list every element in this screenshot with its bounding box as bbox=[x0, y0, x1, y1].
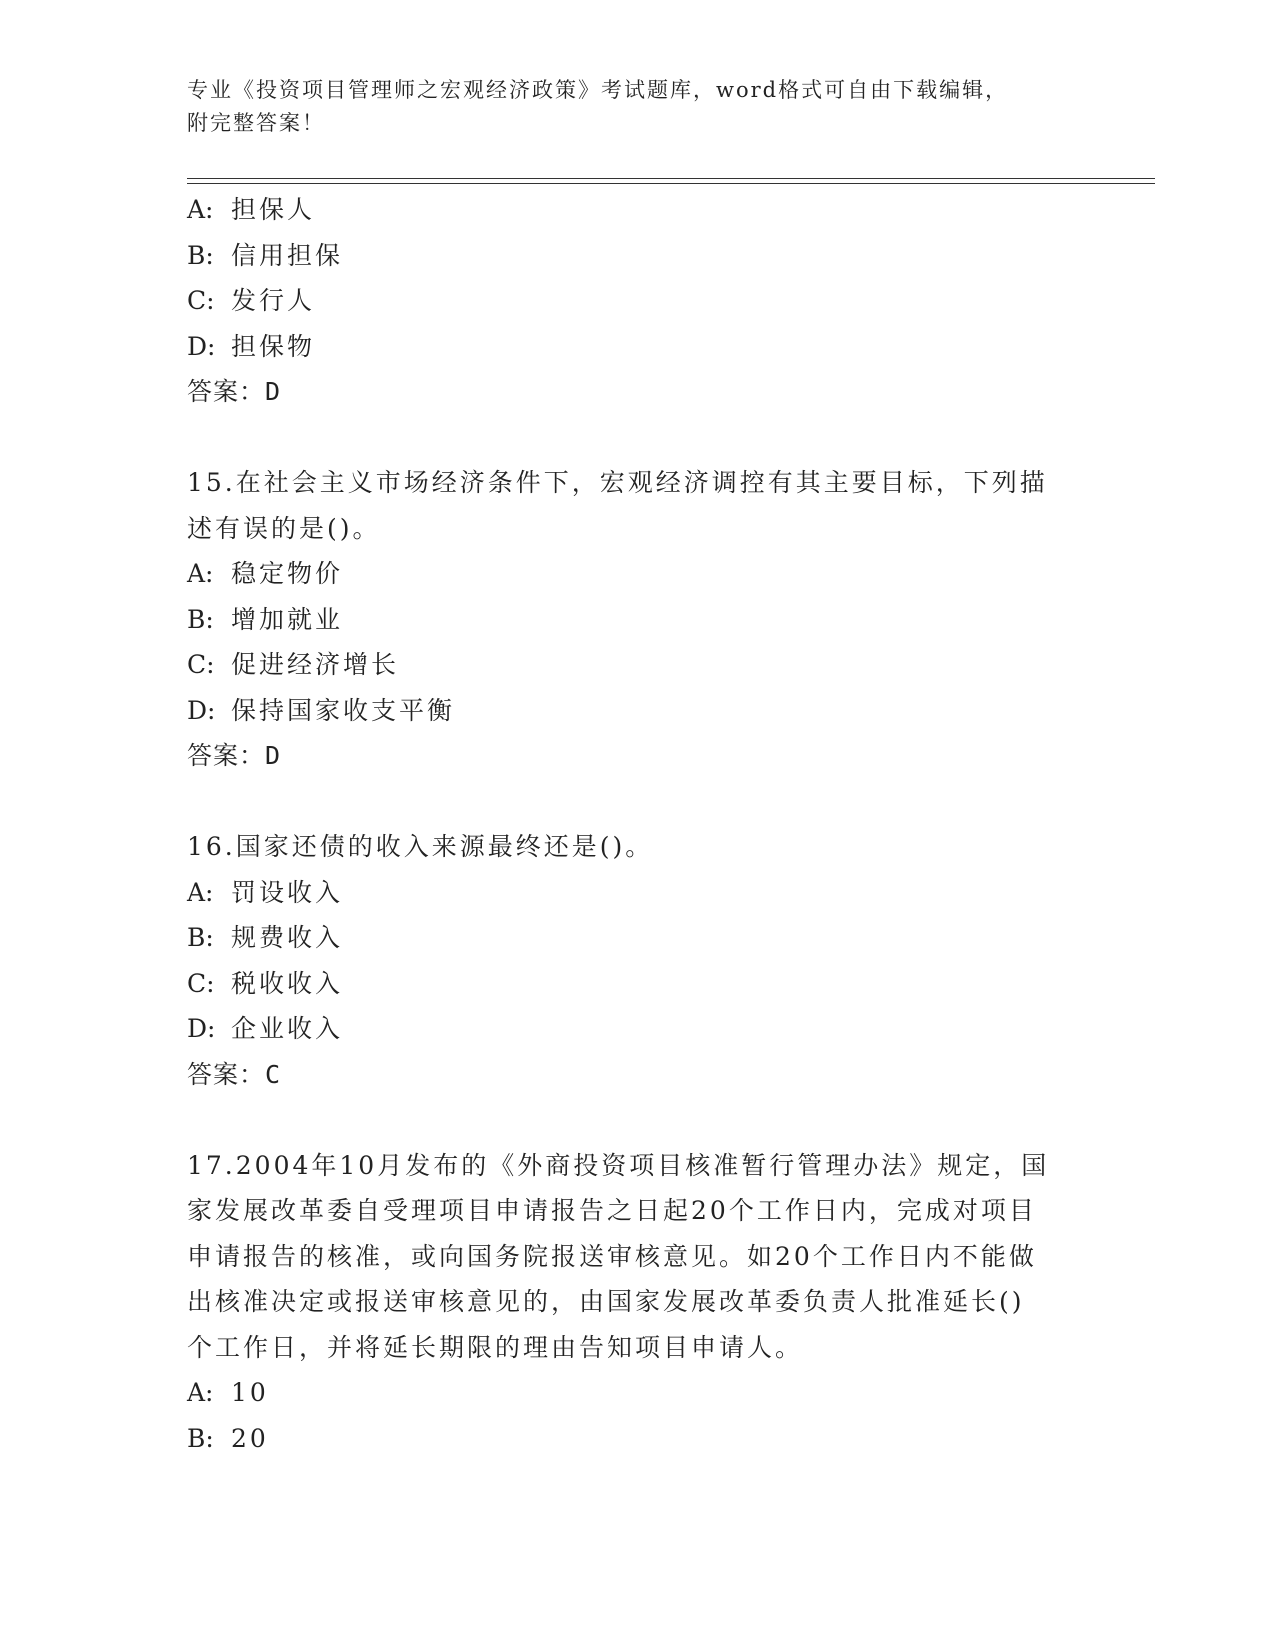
question-text: 15.在社会主义市场经济条件下，宏观经济调控有其主要目标，下列描 bbox=[187, 468, 1048, 497]
question-list bbox=[187, 187, 1087, 1461]
question-text: 述有误的是()。 bbox=[187, 513, 381, 543]
option-d: D: 企业收入 bbox=[187, 1014, 344, 1043]
header-line-1: 专业《投资项目管理师之宏观经济政策》考试题库，word格式可自由下载编辑， bbox=[187, 78, 1009, 102]
option-d: D: 担保物 bbox=[187, 331, 316, 361]
question-text: 申请报告的核准，或向国务院报送审核意见。如20个工作日内不能做 bbox=[187, 1241, 1037, 1271]
header-divider-top bbox=[187, 178, 1155, 179]
option-a: A: 罚设收入 bbox=[187, 877, 344, 907]
question-16 bbox=[187, 824, 1087, 1097]
option-b: B: 20 bbox=[187, 1423, 269, 1453]
question-17 bbox=[187, 1143, 1087, 1462]
question-14-options bbox=[187, 187, 1087, 415]
option-b: B: 增加就业 bbox=[187, 604, 344, 634]
header-divider-bottom bbox=[187, 183, 1155, 184]
question-text: 16.国家还债的收入来源最终还是()。 bbox=[187, 832, 654, 861]
option-c: C: 税收收入 bbox=[187, 968, 344, 998]
answer: 答案：C bbox=[187, 1059, 282, 1089]
question-15 bbox=[187, 460, 1087, 779]
option-a: A: 稳定物价 bbox=[187, 559, 344, 588]
option-c: C: 促进经济增长 bbox=[187, 650, 400, 679]
document-header bbox=[187, 74, 1067, 140]
option-c: C: 发行人 bbox=[187, 286, 316, 315]
question-text: 出核准决定或报送审核意见的，由国家发展改革委负责人批准延长() bbox=[187, 1287, 1025, 1316]
answer: 答案：D bbox=[187, 741, 282, 770]
question-text: 家发展改革委自受理项目申请报告之日起20个工作日内，完成对项目 bbox=[187, 1196, 1037, 1225]
header-line-2: 附完整答案！ bbox=[187, 111, 325, 135]
option-d: D: 保持国家收支平衡 bbox=[187, 695, 456, 725]
option-b: B: 规费收入 bbox=[187, 923, 344, 952]
option-a: A: 10 bbox=[187, 1378, 269, 1407]
option-a: A: 担保人 bbox=[187, 195, 316, 224]
question-text: 17.2004年10月发布的《外商投资项目核准暂行管理办法》规定，国 bbox=[187, 1150, 1050, 1180]
answer: 答案：D bbox=[187, 377, 282, 406]
question-text: 个工作日，并将延长期限的理由告知项目申请人。 bbox=[187, 1332, 804, 1362]
option-b: B: 信用担保 bbox=[187, 240, 344, 270]
